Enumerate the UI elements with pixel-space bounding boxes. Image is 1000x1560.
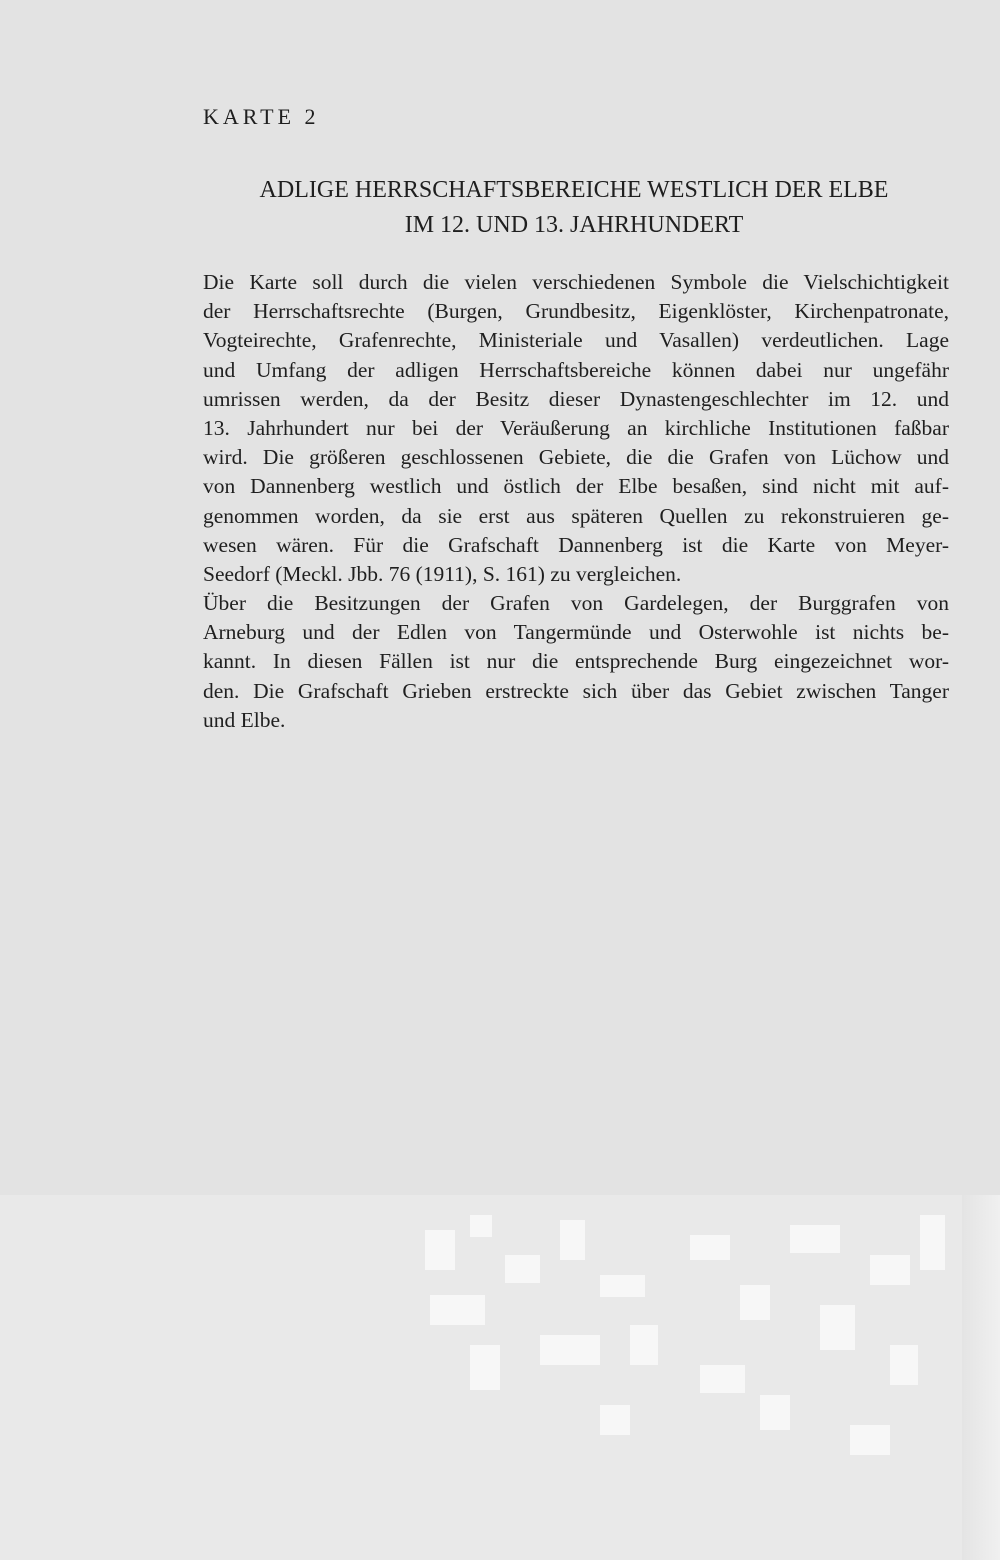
text-line: den. Die Grafschaft Grieben erstreckte sich über das Gebiet zwischen Tanger — [203, 678, 949, 703]
text-line: Die Karte soll durch die vielen verschiedenen Symbole die Vielschichtigkeit — [203, 270, 949, 294]
title-line-1: ADLIGE HERRSCHAFTSBEREICHE WESTLICH DER ELBE — [259, 177, 889, 203]
text-line: und Umfang der adligen Herrschaftsbereiche können dabei nur ungefähr — [203, 357, 949, 382]
text-line: wesen wären. Für die Grafschaft Dannenberg ist die Karte von Meyer- — [203, 532, 949, 557]
map-label: KARTE 2 — [203, 104, 320, 129]
scan-edge-strip — [962, 1195, 1000, 1560]
text-line: wird. Die größeren geschlossenen Gebiete, die die Grafen von Lüchow und — [203, 445, 949, 470]
text-line: 13. Jahrhundert nur bei der Veräußerung an kirchliche Institutionen faßbar — [203, 415, 949, 440]
text-line: der Herrschaftsrechte (Burgen, Grundbesitz, Eigenklöster, Kirchenpatronate, — [203, 299, 949, 324]
text-line: und Elbe. — [203, 707, 286, 732]
text-line: Seedorf (Meckl. Jbb. 76 (1911), S. 161) zu vergleichen. — [203, 561, 682, 586]
body-paragraph — [203, 268, 949, 735]
scan-lower-area — [0, 1195, 1000, 1560]
text-line: kannt. In diesen Fällen ist nur die entsprechende Burg eingezeichnet wor- — [203, 649, 949, 674]
text-line: umrissen werden, da der Besitz dieser Dynastengeschlechter im 12. und — [203, 386, 949, 411]
text-line: Über die Besitzungen der Grafen von Gardelegen, der Burggrafen von — [203, 591, 949, 616]
text-line: Arneburg und der Edlen von Tangermünde und Osterwohle ist nichts be- — [203, 620, 949, 645]
text-line: von Dannenberg westlich und östlich der Elbe besaßen, sind nicht mit auf- — [203, 474, 949, 499]
text-line: Vogteirechte, Grafenrechte, Ministeriale und Vasallen) verdeutlichen. Lage — [203, 328, 949, 353]
text-line: genommen worden, da sie erst aus späteren Quellen zu rekonstruieren ge- — [203, 503, 949, 528]
page-title — [200, 173, 948, 243]
title-line-2: IM 12. UND 13. JAHRHUNDERT — [404, 212, 744, 238]
